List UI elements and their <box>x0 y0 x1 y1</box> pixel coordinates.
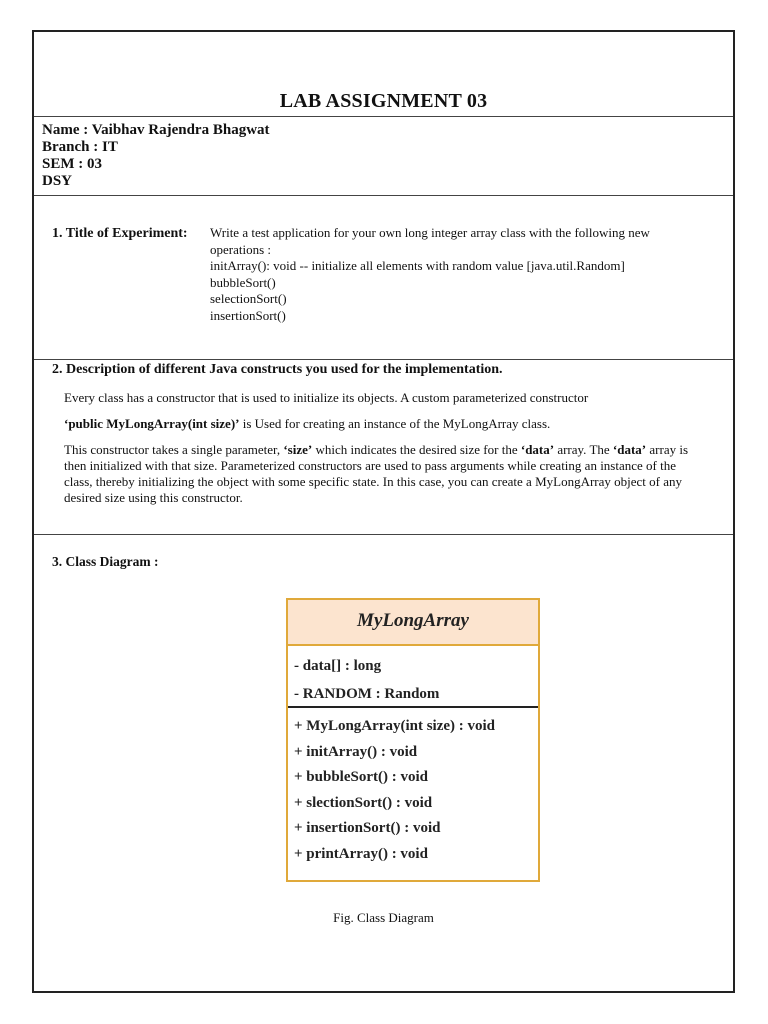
paragraph-text: array. The <box>554 442 613 457</box>
uml-attributes <box>288 646 538 708</box>
student-division: DSY <box>42 173 73 189</box>
constructor-signature: ‘public MyLongArray(int size)’ <box>64 416 240 431</box>
figure-caption: Fig. Class Diagram <box>333 910 434 925</box>
section-1-body <box>210 225 710 324</box>
section-3-heading: 3. Class Diagram : <box>52 554 159 569</box>
section-1-line: selectionSort() <box>210 291 287 306</box>
divider <box>34 195 733 196</box>
uml-attribute: - RANDOM : Random <box>294 686 440 702</box>
paragraph-text: This constructor takes a single parameter, <box>64 442 284 457</box>
section-2-paragraph-1: Every class has a constructor that is used to initialize its objects. A custom parameterized constructor <box>64 390 589 405</box>
keyword: ‘data’ <box>520 442 555 457</box>
student-name: Name : Vaibhav Rajendra Bhagwat <box>42 122 270 138</box>
divider <box>34 359 733 360</box>
section-2-paragraph-3 <box>64 442 704 506</box>
student-sem: SEM : 03 <box>42 156 102 172</box>
document-frame <box>32 30 735 993</box>
section-1-line: operations : <box>210 241 272 257</box>
student-branch: Branch : IT <box>42 139 118 155</box>
section-1-line: bubbleSort() <box>210 274 276 290</box>
uml-attribute: - data[] : long <box>294 658 382 674</box>
uml-operation: + MyLongArray(int size) : void <box>294 718 496 734</box>
keyword: ‘size’ <box>283 442 313 457</box>
divider <box>34 534 733 535</box>
uml-operation: + bubbleSort() : void <box>294 769 428 785</box>
page-title: LAB ASSIGNMENT 03 <box>279 90 488 112</box>
uml-operation: + insertionSort() : void <box>294 820 441 836</box>
uml-class-box <box>286 598 540 882</box>
uml-operation: + printArray() : void <box>294 845 428 862</box>
section-2-paragraph-2 <box>64 416 704 432</box>
section-2-heading: 2. Description of different Java constructs you used for the implementation. <box>52 362 503 377</box>
paragraph-text: is Used for creating an instance of the MyLongArray class. <box>239 416 551 431</box>
student-info <box>42 122 270 190</box>
section-1-line: Write a test application for your own long integer array class with the following new <box>210 225 650 240</box>
uml-operation: + slectionSort() : void <box>294 794 433 811</box>
uml-class-name: MyLongArray <box>288 600 538 646</box>
uml-operations <box>288 708 538 867</box>
keyword: ‘data’ <box>612 442 647 457</box>
divider <box>34 116 733 117</box>
section-1-line: insertionSort() <box>210 307 286 323</box>
paragraph-text: array is then initialized with that size. Parameterized constructors are used to pass arguments while creating an instance of the class, thereby initializing the object with some specific state. In this case, you can create a MyLongArray object of any desired size using this constructor. <box>64 442 689 505</box>
section-1-label: 1. Title of Experiment: <box>52 226 188 241</box>
section-title-of-experiment <box>52 225 650 323</box>
section-1-line: initArray(): void -- initialize all elements with random value [java.util.Random] <box>210 258 625 273</box>
uml-operation: + initArray() : void <box>294 743 418 760</box>
paragraph-text: which indicates the desired size for the <box>312 442 521 457</box>
